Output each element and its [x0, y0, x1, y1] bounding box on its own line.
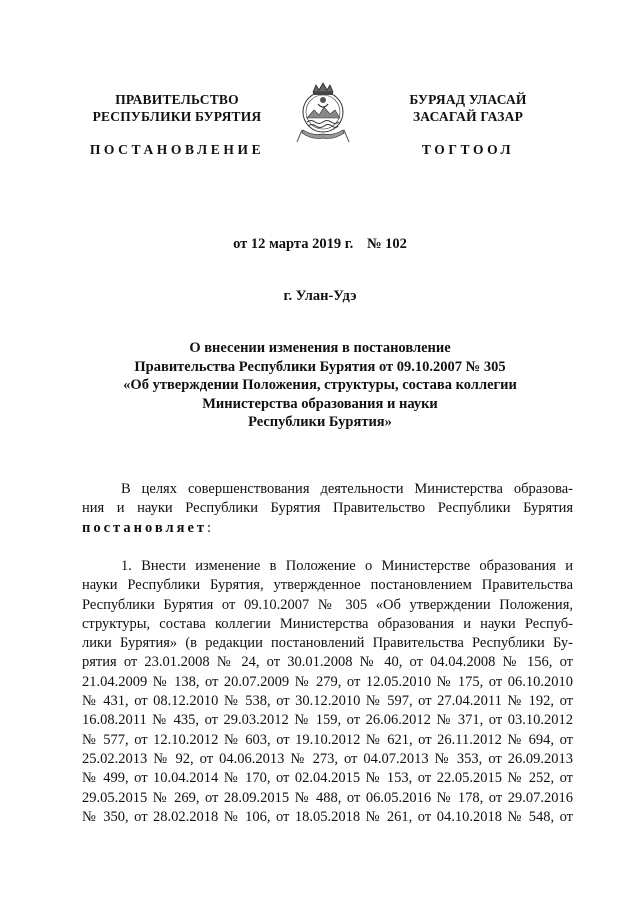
title-line: Правительства Республики Бурятия от 09.10.2007 № 305: [134, 358, 506, 375]
issuer-header-russian: [82, 91, 272, 125]
paragraph-line: 21.04.2009 № 138, от 20.07.2009 № 279, от 12.05.2010 № 175, от 06.10.2010: [82, 673, 573, 690]
paragraph-line: рятия от 23.01.2008 № 24, от 30.01.2008 № 40, от 04.04.2008 № 156, от: [82, 654, 573, 671]
issuer-header-buryat: [378, 91, 558, 125]
title-line: Республики Бурятия»: [248, 414, 392, 430]
paragraph-line: [82, 519, 573, 538]
preamble-paragraph: [82, 480, 573, 538]
title-line: О внесении изменения в постановление: [189, 340, 451, 356]
paragraph-line: № 431, от 08.12.2010 № 538, от 30.12.2010 № 597, от 27.04.2011 № 192, от: [82, 693, 573, 710]
paragraph-line: № 499, от 10.04.2014 № 170, от 02.04.2015 № 153, от 22.05.2015 № 252, от: [82, 770, 573, 787]
paragraph-line: № 577, от 12.10.2012 № 603, от 19.10.2012 № 621, от 26.11.2012 № 694, от: [82, 731, 573, 748]
paragraph-line: структуры, состава коллегии Министерства образования и науки Респуб-: [82, 615, 573, 632]
document-title: [90, 339, 550, 432]
document-date: от 12 марта 2019 г.: [233, 236, 354, 252]
decree-keyword-colon: :: [207, 519, 212, 536]
issuer-line-1: ПРАВИТЕЛЬСТВО: [115, 92, 239, 107]
decree-keyword: постановляет: [82, 519, 208, 536]
title-line: «Об утверждении Положения, структуры, состава коллегии: [123, 377, 517, 393]
paragraph-line: В целях совершенствования деятельности Министерства образова-: [121, 481, 573, 497]
document-number: № 102: [366, 236, 407, 252]
coat-of-arms-icon: [294, 80, 352, 144]
paragraph-line: 29.05.2015 № 269, от 28.09.2015 № 488, от 06.05.2016 № 178, от 29.07.2016: [82, 789, 573, 806]
paragraph-line: лики Бурятия» (в редакции постановлений Правительства Республики Бу-: [82, 635, 573, 652]
item-1-paragraph: [82, 557, 573, 827]
doc-type-buryat: ТОГТООЛ: [421, 142, 515, 157]
paragraph-line: науки Республики Бурятия, утвержденное постановлением Правительства: [82, 577, 573, 594]
paragraph-line: 25.02.2013 № 92, от 04.06.2013 № 273, от 04.07.2013 № 353, от 26.09.2013: [82, 750, 573, 767]
paragraph-line: 16.08.2011 № 435, от 29.03.2012 № 159, от 26.06.2012 № 371, от 03.10.2012: [82, 712, 573, 729]
issuer-line-2: РЕСПУБЛИКИ БУРЯТИЯ: [92, 109, 262, 124]
issuer-line-2-buryat: ЗАСАГАЙ ГАЗАР: [412, 109, 524, 124]
doc-type-russian: ПОСТАНОВЛЕНИЕ: [89, 142, 265, 157]
paragraph-line: № 350, от 28.02.2018 № 106, от 18.05.2018 № 261, от 04.10.2018 № 548, от: [82, 808, 573, 825]
date-line: [0, 236, 640, 253]
title-line: Министерства образования и науки: [202, 395, 438, 412]
document-city: г. Улан-Удэ: [283, 288, 357, 304]
paragraph-line: 1. Внести изменение в Положение о Министерстве образования и: [121, 558, 573, 574]
paragraph-line: Республики Бурятия от 09.10.2007 № 305 «Об утверждении Положения,: [82, 596, 573, 613]
paragraph-line: ния и науки Республики Бурятия Правительство Республики Бурятия: [82, 500, 573, 517]
issuer-line-1-buryat: БУРЯАД УЛАСАЙ: [409, 92, 527, 107]
